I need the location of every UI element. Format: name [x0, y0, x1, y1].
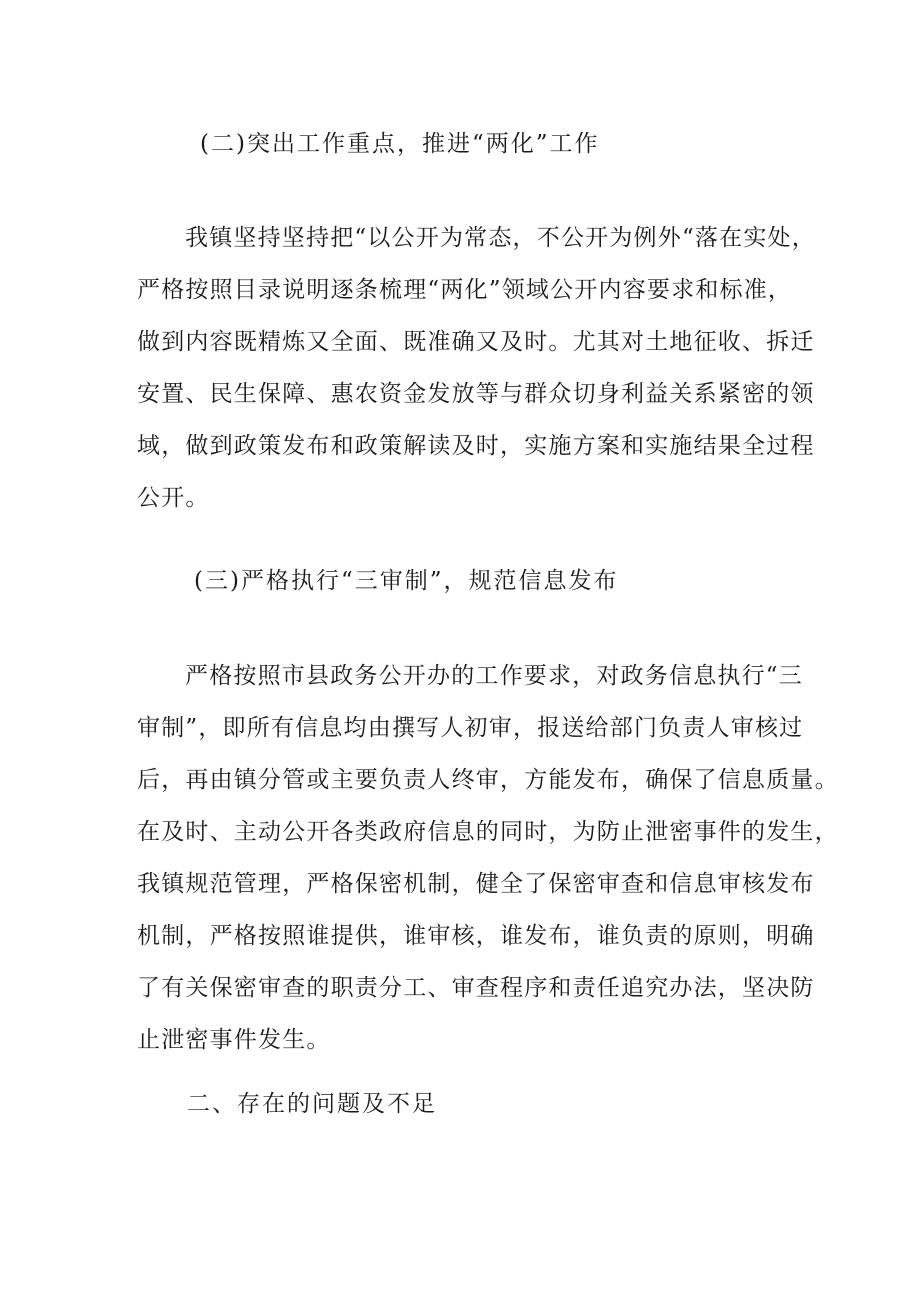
paragraph-line: 审制”，即所有信息均由撰写人初审，报送给部门负责人审核过: [137, 715, 804, 741]
paragraph-line: 在及时、主动公开各类政府信息的同时，为防止泄密事件的发生，: [137, 819, 839, 845]
paragraph-line: 严格按照目录说明逐条梳理“两化”领域公开内容要求和标准，: [137, 277, 793, 303]
section-heading-2: (二)突出工作重点，推进“两化”工作: [200, 131, 600, 157]
paragraph-line: 我镇坚持坚持把“以公开为常态，不公开为例外“落在实处，: [185, 225, 816, 251]
paragraph-line: 我镇规范管理，严格保密机制，健全了保密审查和信息审核发布: [137, 871, 815, 897]
part-heading-2: 二、存在的问题及不足: [187, 1091, 437, 1117]
paragraph-line: 了有关保密审查的职责分工、审查程序和责任追究办法，坚决防: [137, 975, 815, 1001]
paragraph-line: 止泄密事件发生。: [137, 1027, 331, 1053]
paragraph-line: 后，再由镇分管或主要负责人终审，方能发布，确保了信息质量。: [137, 767, 839, 793]
paragraph-line: 做到内容既精炼又全面、既准确又及时。尤其对土地征收、拆迁: [137, 329, 815, 355]
paragraph-line: 公开。: [137, 485, 210, 511]
section-2-paragraph: [137, 212, 817, 524]
section-3-paragraph: [137, 650, 839, 1066]
paragraph-line: 安置、民生保障、惠农资金发放等与群众切身利益关系紧密的领: [137, 381, 815, 407]
paragraph-line: 严格按照市县政务公开办的工作要求，对政务信息执行“三: [185, 663, 803, 689]
paragraph-line: 域，做到政策发布和政策解读及时，实施方案和实施结果全过程: [137, 433, 815, 459]
paragraph-line: 机制，严格按照谁提供，谁审核，谁发布，谁负责的原则，明确: [137, 923, 815, 949]
section-heading-3: (三)严格执行“三审制”，规范信息发布: [194, 568, 619, 594]
